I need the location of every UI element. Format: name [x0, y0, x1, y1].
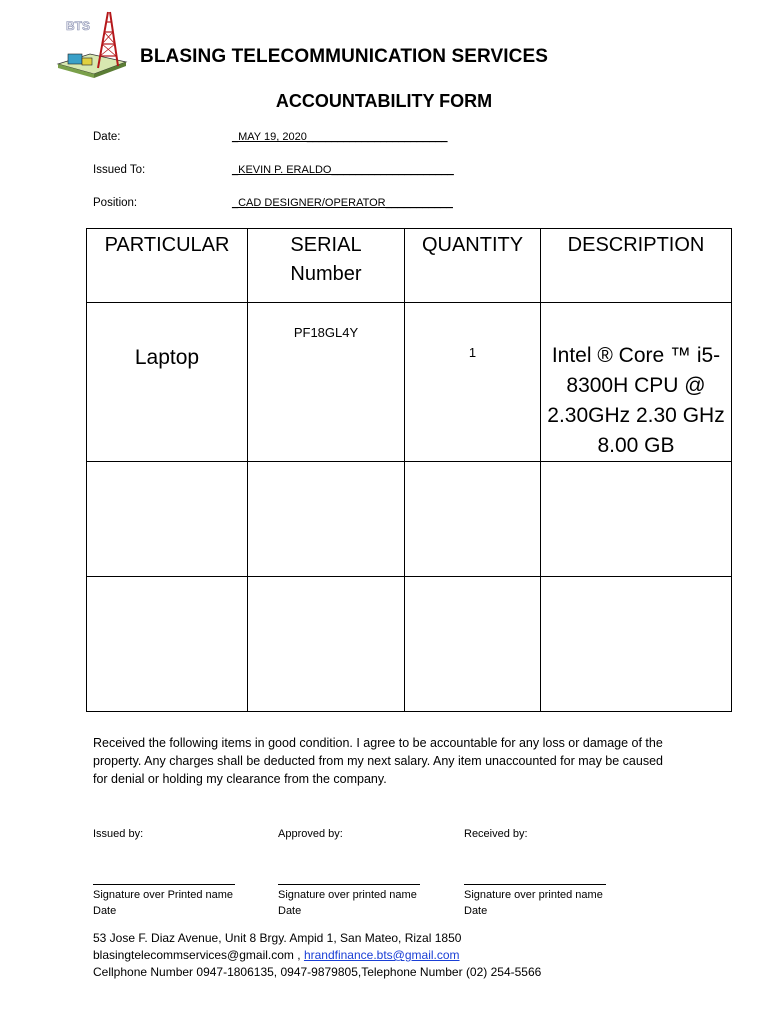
signature-caption: Signature over printed name	[278, 889, 417, 901]
empty-cell	[248, 462, 405, 577]
issued-to-label: Issued To:	[93, 164, 146, 176]
empty-cell	[248, 577, 405, 712]
received-by-label: Received by:	[464, 828, 528, 840]
signature-line	[278, 884, 420, 885]
cell-description: Intel ® Core ™ i5-8300H CPU @ 2.30GHz 2.30 GHz 8.00 GB	[541, 303, 732, 462]
empty-cell	[405, 462, 541, 577]
cell-particular: Laptop	[87, 303, 248, 462]
company-name: BLASING TELECOMMUNICATION SERVICES	[140, 46, 549, 67]
date-caption: Date	[93, 905, 117, 917]
received-by-signature	[464, 887, 603, 919]
footer	[93, 930, 541, 981]
issued-by-signature	[93, 887, 233, 919]
company-logo	[54, 8, 130, 78]
table-row	[87, 462, 732, 577]
issued-to-value: _KEVIN P. ERALDO____________________	[232, 164, 454, 176]
signature-line	[93, 884, 235, 885]
logo-text: BTS	[66, 19, 90, 33]
footer-email-link[interactable]: hrandfinance.bts@gmail.com	[303, 948, 460, 962]
empty-cell	[541, 577, 732, 712]
table-row	[87, 577, 732, 712]
form-title: ACCOUNTABILITY FORM	[275, 91, 493, 111]
table-header-row	[87, 229, 732, 303]
date-caption: Date	[278, 905, 302, 917]
header-particular: PARTICULAR	[87, 229, 248, 303]
items-table	[86, 228, 732, 712]
signature-caption: Signature over printed name	[464, 889, 603, 901]
date-label: Date:	[93, 131, 121, 143]
empty-cell	[87, 577, 248, 712]
position-label: Position:	[93, 197, 138, 209]
footer-emails	[93, 947, 541, 964]
header-description: DESCRIPTION	[541, 229, 732, 303]
approved-by-signature	[278, 887, 417, 919]
approved-by-label: Approved by:	[278, 828, 343, 840]
position-value: _CAD DESIGNER/OPERATOR___________	[232, 197, 453, 209]
footer-address: 53 Jose F. Diaz Avenue, Unit 8 Brgy. Ampid 1, San Mateo, Rizal 1850	[93, 931, 462, 945]
signature-caption: Signature over Printed name	[93, 889, 234, 901]
header-quantity: QUANTITY	[405, 229, 541, 303]
cell-quantity: 1	[405, 303, 541, 462]
empty-cell	[87, 462, 248, 577]
accountability-statement: Received the following items in good condition. I agree to be accountable for any loss or damage of the property. Any charges shall be deducted from my next salary. Any item unaccounted for may be caused for denial or holding my clearance from the company.	[93, 736, 663, 786]
footer-phones: Cellphone Number 0947-1806135, 0947-9879805,Telephone Number (02) 254-5566	[93, 965, 542, 979]
date-value: _MAY 19, 2020_______________________	[232, 131, 448, 143]
empty-cell	[405, 577, 541, 712]
table-row	[87, 303, 732, 462]
date-caption: Date	[464, 905, 488, 917]
signature-line	[464, 884, 606, 885]
issued-by-label: Issued by:	[93, 828, 144, 840]
cell-serial: PF18GL4Y	[248, 303, 405, 462]
footer-separator: ,	[293, 948, 304, 962]
footer-email-1: blasingtelecommservices@gmail.com	[93, 948, 294, 962]
header-serial: SERIAL Number	[248, 229, 405, 303]
empty-cell	[541, 462, 732, 577]
